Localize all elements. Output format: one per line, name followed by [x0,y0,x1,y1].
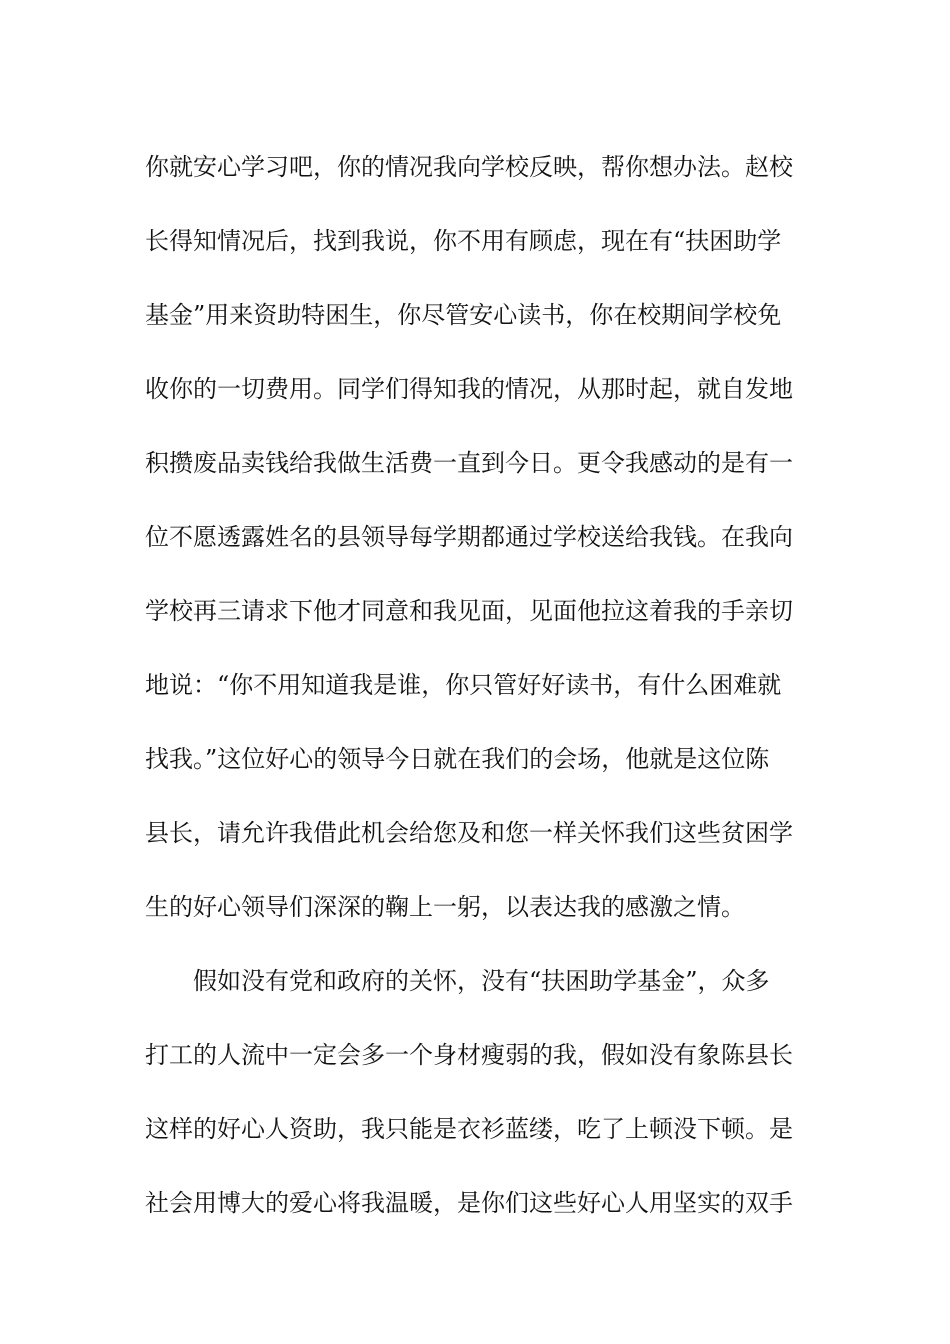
text-line-6: 位不愿透露姓名的县领导每学期都通过学校送给我钱。在我向 [145,523,793,551]
text-line-11: 生的好心领导们深深的鞠上一躬，以表达我的感激之情。 [145,893,745,921]
text-line-1: 你就安心学习吧，你的情况我向学校反映，帮你想办法。赵校 [145,153,793,181]
body-text [145,130,810,1240]
text-line-4: 收你的一切费用。同学们得知我的情况，从那时起，就自发地 [145,375,793,403]
text-line-12-paragraph-start: 假如没有党和政府的关怀，没有“扶困助学基金”，众多 [193,967,770,995]
text-line-8: 地说：“你不用知道我是谁，你只管好好读书，有什么困难就 [145,671,782,699]
text-line-14: 这样的好心人资助，我只能是衣衫蓝缕，吃了上顿没下顿。是 [145,1115,793,1143]
text-line-10: 县长，请允许我借此机会给您及和您一样关怀我们这些贫困学 [145,819,793,847]
text-line-3: 基金”用来资助特困生，你尽管安心读书，你在校期间学校免 [145,301,782,329]
text-line-9: 找我。”这位好心的领导今日就在我们的会场，他就是这位陈 [145,745,770,773]
text-line-13: 打工的人流中一定会多一个身材瘦弱的我，假如没有象陈县长 [145,1041,793,1069]
text-line-2: 长得知情况后，找到我说，你不用有顾虑，现在有“扶困助学 [145,227,782,255]
text-line-15: 社会用博大的爱心将我温暖，是你们这些好心人用坚实的双手 [145,1189,793,1217]
text-line-5: 积攒废品卖钱给我做生活费一直到今日。更令我感动的是有一 [145,449,793,477]
text-line-7: 学校再三请求下他才同意和我见面，见面他拉这着我的手亲切 [145,597,793,625]
